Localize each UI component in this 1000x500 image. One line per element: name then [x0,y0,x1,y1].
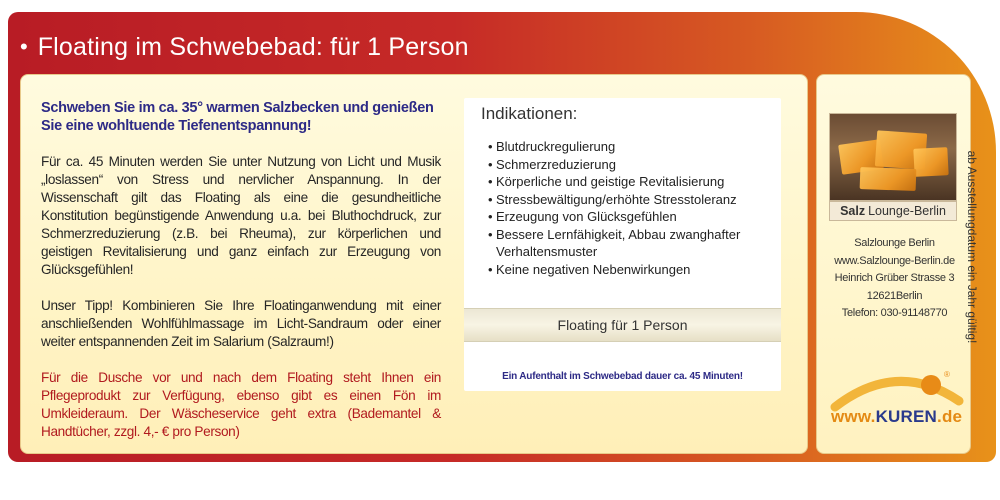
description-column [41,99,441,459]
list-item: • Blutdruckregulierung [488,138,768,156]
logo-caption-bold: Salz [840,204,866,218]
list-item: • Keine negativen Nebenwirkungen [488,261,768,279]
title-bullet: • [20,34,28,59]
description-paragraph: Für ca. 45 Minuten werden Sie unter Nutzung von Licht und Musik „loslassen“ von Stress und nervlicher Anspannung. In der Wissenschaft gilt das Floating als eine die gesundheitliche Konstitution begünstigende Anwendung u.a. bei Bluthochdruck, zur Schmerzreduzierung (z.B. bei Rheuma), zur körperlichen und geistigen Revitalisierung und ganz einfach zur Erzeugung von Glücksgefühlen! [41,154,441,277]
indications-title: Indikationen: [481,104,578,123]
partner-name: Salzlounge Berlin [854,237,935,249]
salzlounge-logo-caption [829,201,957,221]
duration-note: Ein Aufenthalt im Schwebebad dauer ca. 45 Minuten! [502,371,743,382]
partner-street: Heinrich Grüber Strasse 3 [834,272,955,284]
logo-caption-rest: Lounge-Berlin [868,204,946,218]
voucher-title: Floating im Schwebebad: für 1 Person [37,32,469,61]
list-item: • Schmerzreduzierung [488,156,768,174]
service-label: Floating für 1 Person [557,317,688,333]
partner-city: 12621Berlin [866,289,923,302]
partner-website: www.Salzlounge-Berlin.de [834,254,955,267]
service-band [464,308,781,342]
validity-note: ab Ausstellungdatum ein Jahr gültig! [965,150,979,344]
list-item: • Stressbewältigung/erhöhte Stresstoleranz [488,191,768,209]
shower-note-paragraph: Für die Dusche vor und nach dem Floating steht Ihnen ein Pflegeprodukt zur Verfügung, ebenso gibt es einen Fön im Umkleideraum. Der Wäscheservice geht extra (Bademantel & Handtücher, zzgl. 4,- € pro Person) [41,370,441,439]
partner-phone: Telefon: 030-91148770 [841,307,948,319]
contact-panel [816,74,971,454]
kuren-wordmark [831,407,962,427]
tip-paragraph: Unser Tipp! Kombinieren Sie Ihre Floatinganwendung mit einer anschließenden Wohlfühlmassage im Licht-Sandraum oder einer weiter entspannenden Zeit im Salarium (Salzraum!) [41,298,441,349]
indications-box [464,98,781,391]
title-bar [8,12,996,82]
main-panel [20,74,808,454]
list-item: • Erzeugung von Glücksgefühlen [488,208,768,226]
voucher-card [8,12,996,462]
description-headline: Schweben Sie im ca. 35° warmen Salzbecken und genießen Sie eine wohltuende Tiefenentspannung! [41,100,434,134]
list-item: • Körperliche und geistige Revitalisierung [488,173,768,191]
contact-info [817,235,972,323]
kuren-logo [827,367,967,437]
list-item: • Bessere Lernfähigkeit, Abbau zwanghafter Verhaltensmuster [488,226,768,261]
salzlounge-logo-image [829,113,957,201]
kuren-tld: .de [937,407,963,426]
kuren-www: www. [831,407,876,426]
kuren-name: KUREN [875,407,938,426]
indications-list [488,138,768,278]
registered-mark: ® [944,370,950,379]
